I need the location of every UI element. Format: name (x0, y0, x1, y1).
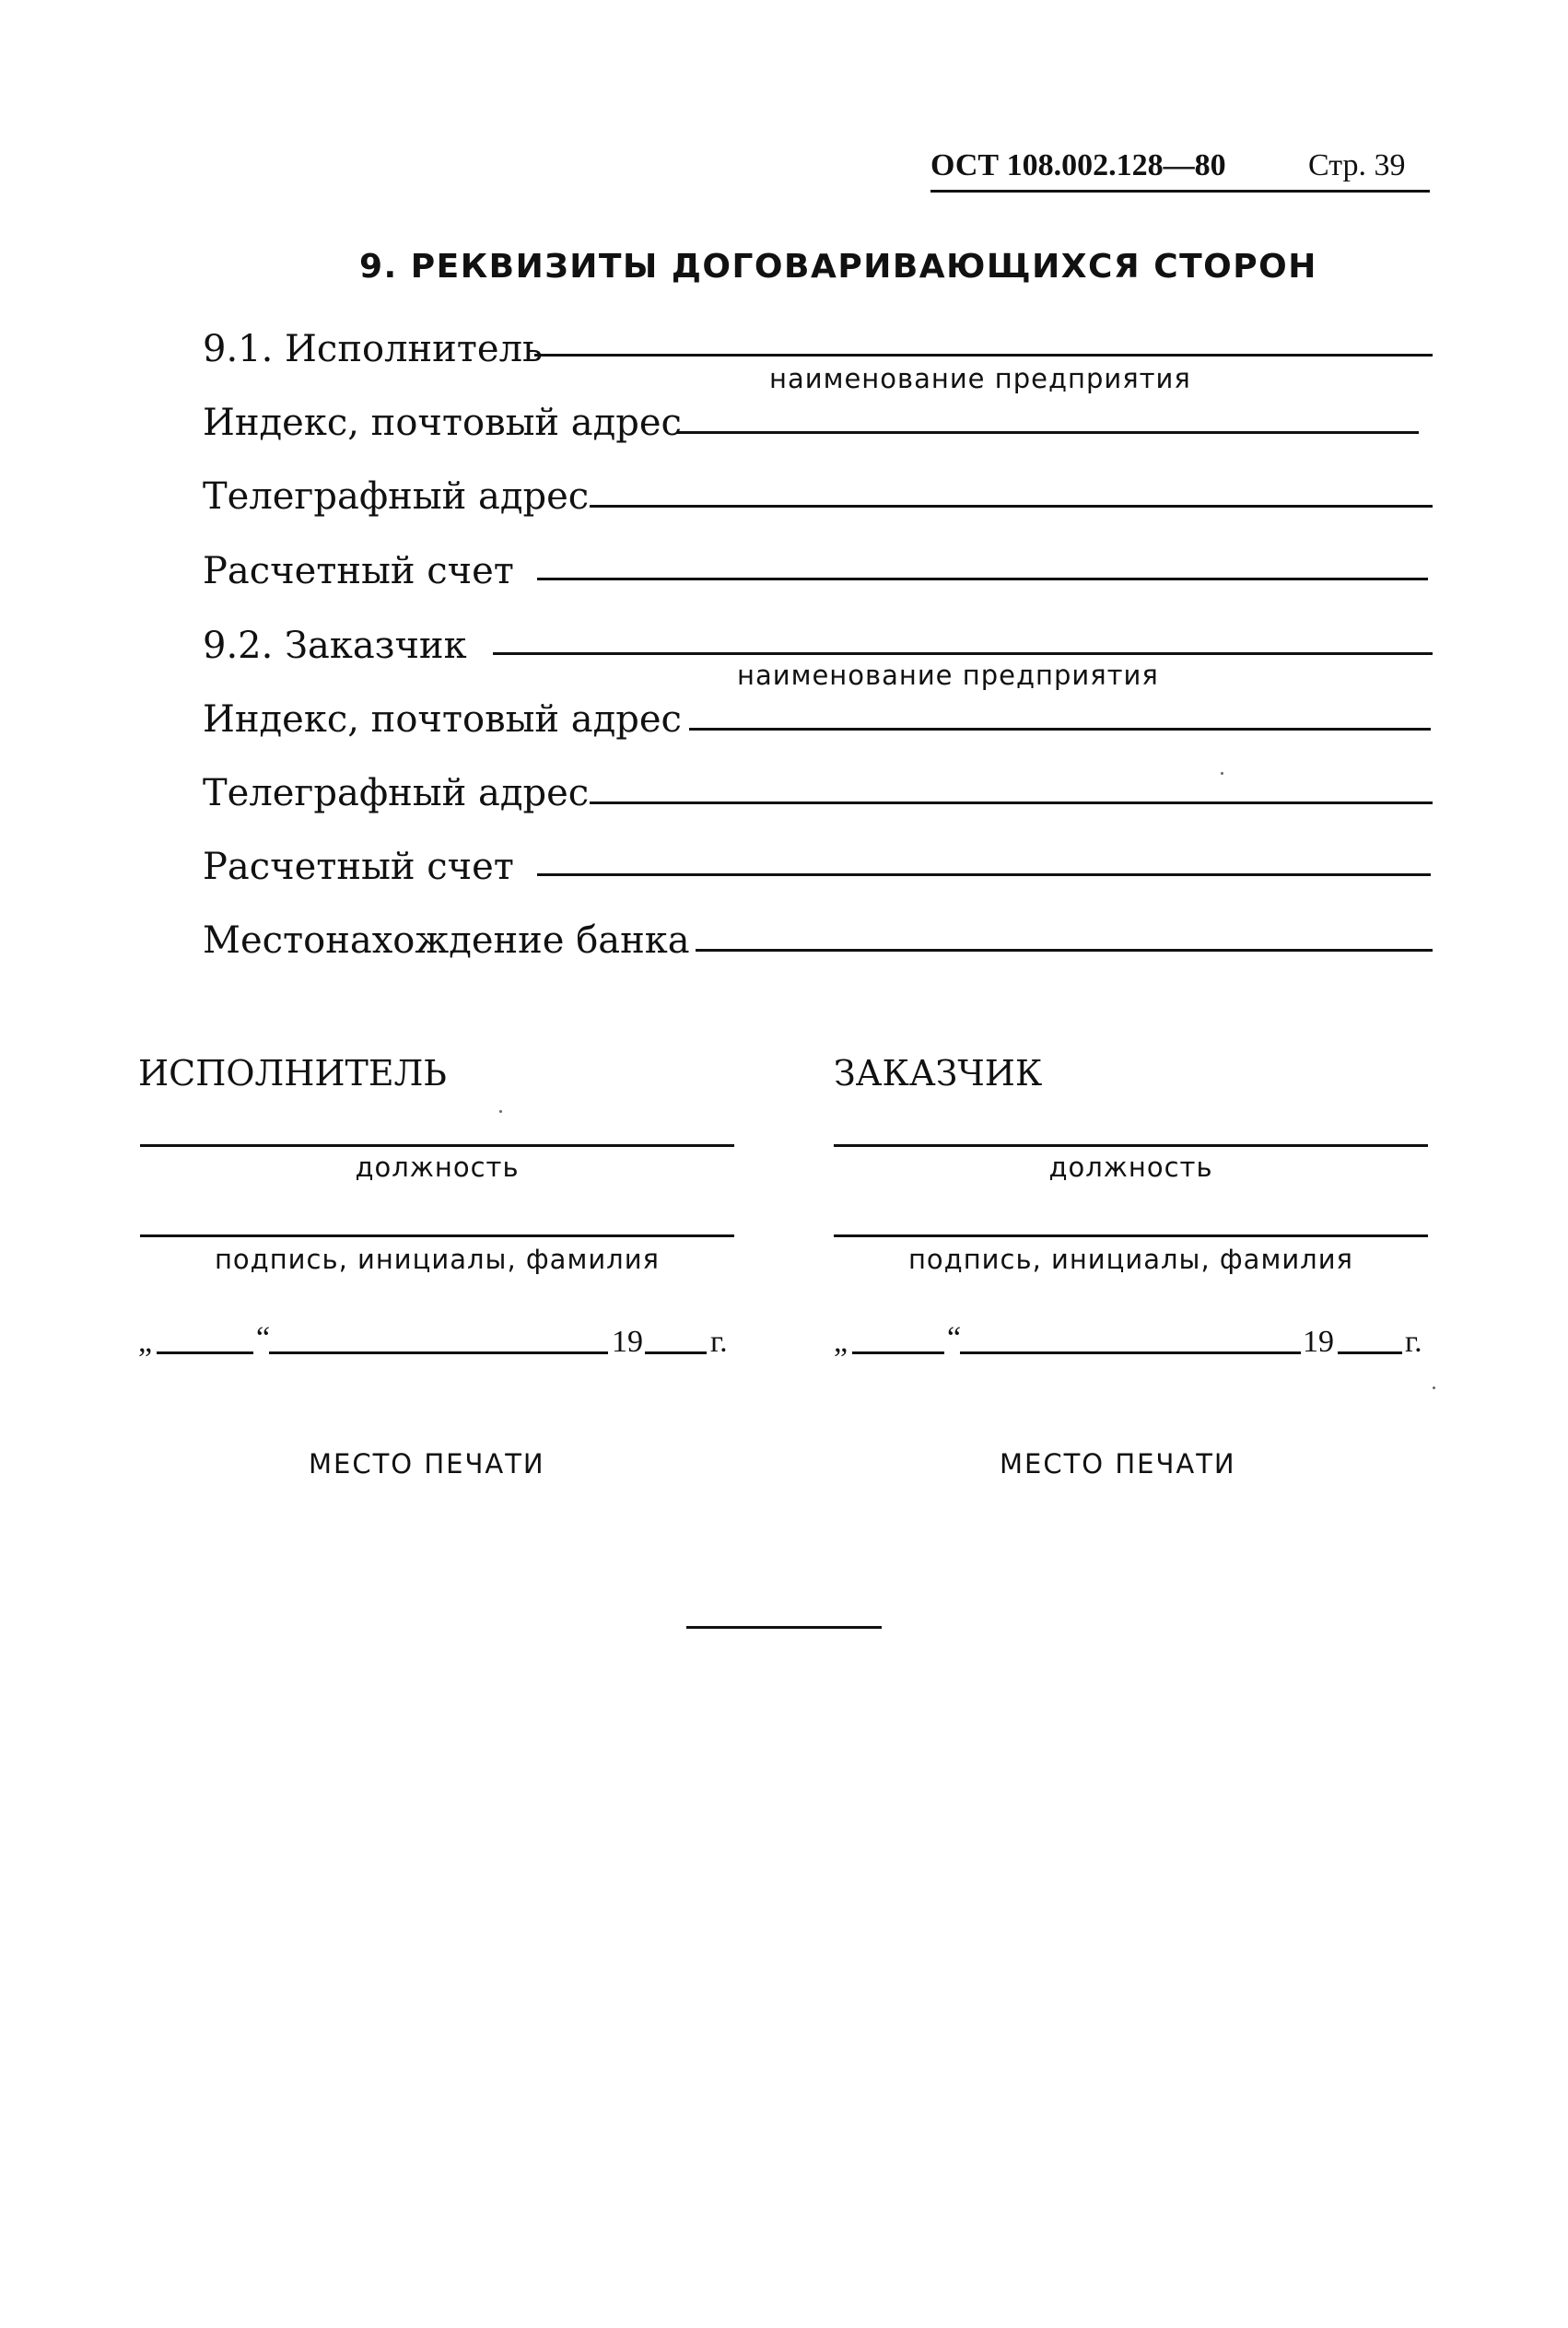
customer-name-caption: наименование предприятия (737, 660, 1159, 691)
customer-date-year-suffix: г. (1405, 1325, 1422, 1359)
customer-date-month-field[interactable] (960, 1351, 1301, 1354)
customer-stamp-place: МЕСТО ПЕЧАТИ (1000, 1448, 1236, 1480)
executor-date-year-field[interactable] (645, 1351, 707, 1354)
executor-address-label: Индекс, почтовый адрес (203, 402, 682, 444)
customer-account-field[interactable] (537, 873, 1431, 876)
customer-date-quote-open: „ (834, 1325, 848, 1359)
scan-speck (499, 1110, 502, 1113)
executor-date-quote-close: “ (256, 1321, 271, 1355)
header-rule (930, 190, 1430, 193)
executor-stamp-place: МЕСТО ПЕЧАТИ (309, 1448, 545, 1480)
scan-speck (1221, 772, 1223, 775)
customer-telegraph-label: Телеграфный адрес (203, 772, 590, 814)
executor-block-title: ИСПОЛНИТЕЛЬ (138, 1053, 447, 1094)
customer-block-title: ЗАКАЗЧИК (834, 1053, 1043, 1094)
customer-name-field[interactable] (493, 652, 1433, 655)
executor-position-field[interactable] (140, 1144, 734, 1147)
executor-name-caption: наименование предприятия (769, 363, 1191, 394)
customer-date-day-field[interactable] (852, 1351, 944, 1354)
executor-date-quote-open: „ (138, 1325, 153, 1359)
customer-signature-caption: подпись, инициалы, фамилия (907, 1244, 1354, 1275)
customer-bank-label: Местонахождение банка (203, 919, 690, 962)
section-title: 9. РЕКВИЗИТЫ ДОГОВАРИВАЮЩИХСЯ СТОРОН (359, 248, 1317, 286)
page-number: Стр. 39 (1308, 148, 1406, 182)
customer-label: 9.2. Заказчик (203, 625, 467, 667)
customer-date-year-prefix: 19 (1303, 1325, 1334, 1359)
customer-address-field[interactable] (689, 728, 1431, 731)
customer-date-quote-close: “ (947, 1321, 962, 1355)
executor-name-field[interactable] (534, 354, 1433, 357)
executor-date-day-field[interactable] (157, 1351, 253, 1354)
executor-position-caption: должность (355, 1152, 520, 1183)
customer-bank-field[interactable] (696, 949, 1433, 952)
standard-number: ОСТ 108.002.128—80 (930, 148, 1226, 182)
customer-position-caption: должность (1048, 1152, 1213, 1183)
scan-speck (1433, 1386, 1435, 1389)
executor-telegraph-field[interactable] (590, 505, 1433, 508)
executor-signature-field[interactable] (140, 1234, 734, 1237)
executor-date-month-field[interactable] (269, 1351, 608, 1354)
executor-account-field[interactable] (537, 578, 1428, 580)
customer-position-field[interactable] (834, 1144, 1428, 1147)
customer-account-label: Расчетный счет (203, 846, 514, 888)
customer-address-label: Индекс, почтовый адрес (203, 698, 682, 741)
executor-account-label: Расчетный счет (203, 550, 514, 592)
executor-date-year-suffix: г. (710, 1325, 728, 1359)
customer-date-year-field[interactable] (1338, 1351, 1402, 1354)
executor-telegraph-label: Телеграфный адрес (203, 475, 590, 518)
customer-telegraph-field[interactable] (590, 801, 1433, 804)
executor-label: 9.1. Исполнитель (203, 328, 543, 370)
executor-address-field[interactable] (677, 431, 1419, 434)
closing-rule (686, 1626, 882, 1629)
customer-signature-field[interactable] (834, 1234, 1428, 1237)
executor-date-year-prefix: 19 (612, 1325, 643, 1359)
executor-signature-caption: подпись, инициалы, фамилия (214, 1244, 661, 1275)
